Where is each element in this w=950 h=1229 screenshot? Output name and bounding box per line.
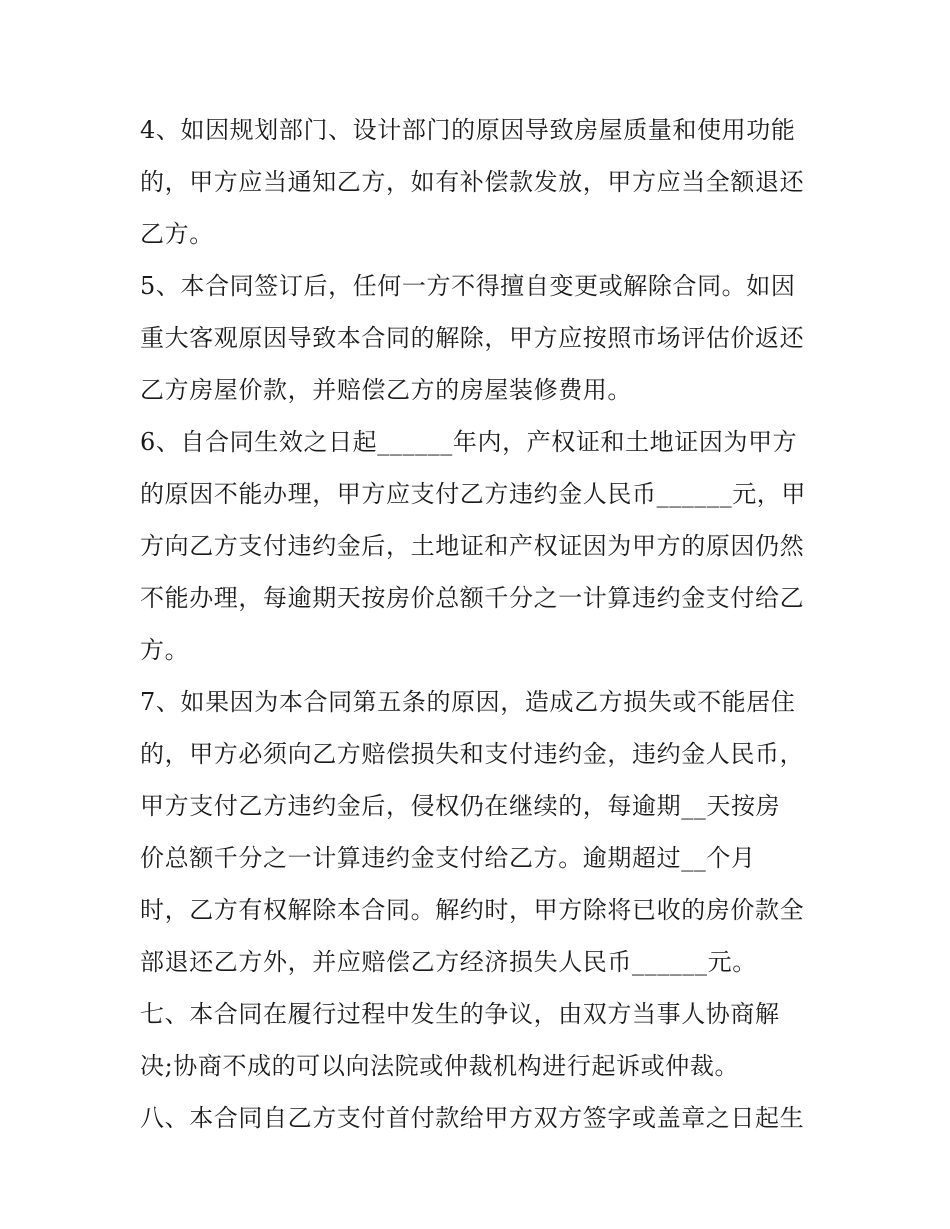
text-line: 不能办理，每逾期天按房价总额千分之一计算违约金支付给乙 [140,584,805,612]
text-line: 的原因不能办理，甲方应支付乙方违约金人民币______元，甲 [140,480,806,508]
text-line: 4、如因规划部门、设计部门的原因导致房屋质量和使用功能 [140,116,796,144]
text-line: 6、自合同生效之日起______年内，产权证和土地证因为甲方 [140,428,798,456]
text-line: 时，乙方有权解除本合同。解约时，甲方除将已收的房价款全 [140,896,805,924]
text-line: 部退还乙方外，并应赔偿乙方经济损失人民币______元。 [140,948,757,976]
text-line: 价总额千分之一计算违约金支付给乙方。逾期超过__个月 [140,844,756,872]
text-line: 重大客观原因导致本合同的解除，甲方应按照市场评估价返还 [140,324,805,352]
text-line: 7、如果因为本合同第五条的原因，造成乙方损失或不能居住 [140,688,796,716]
text-line: 5、本合同签订后，任何一方不得擅自变更或解除合同。如因 [140,272,796,300]
text-line: 的，甲方必须向乙方赔偿损失和支付违约金，违约金人民币， [140,740,805,768]
text-line: 方向乙方支付违约金后，土地证和产权证因为甲方的原因仍然 [140,532,805,560]
text-line: 甲方支付乙方违约金后，侵权仍在继续的，每逾期__天按房 [140,792,781,820]
text-line: 七、本合同在履行过程中发生的争议，由双方当事人协商解 [140,1000,780,1028]
text-line: 八、本合同自乙方支付首付款给甲方双方签字或盖章之日起生 [140,1104,805,1132]
text-line: 方。 [140,636,190,664]
text-line: 决;协商不成的可以向法院或仲裁机构进行起诉或仲裁。 [140,1052,740,1080]
text-line: 的，甲方应当通知乙方，如有补偿款发放，甲方应当全额退还 [140,168,805,196]
text-line: 乙方。 [140,220,214,248]
text-line: 乙方房屋价款，并赔偿乙方的房屋装修费用。 [140,376,632,404]
